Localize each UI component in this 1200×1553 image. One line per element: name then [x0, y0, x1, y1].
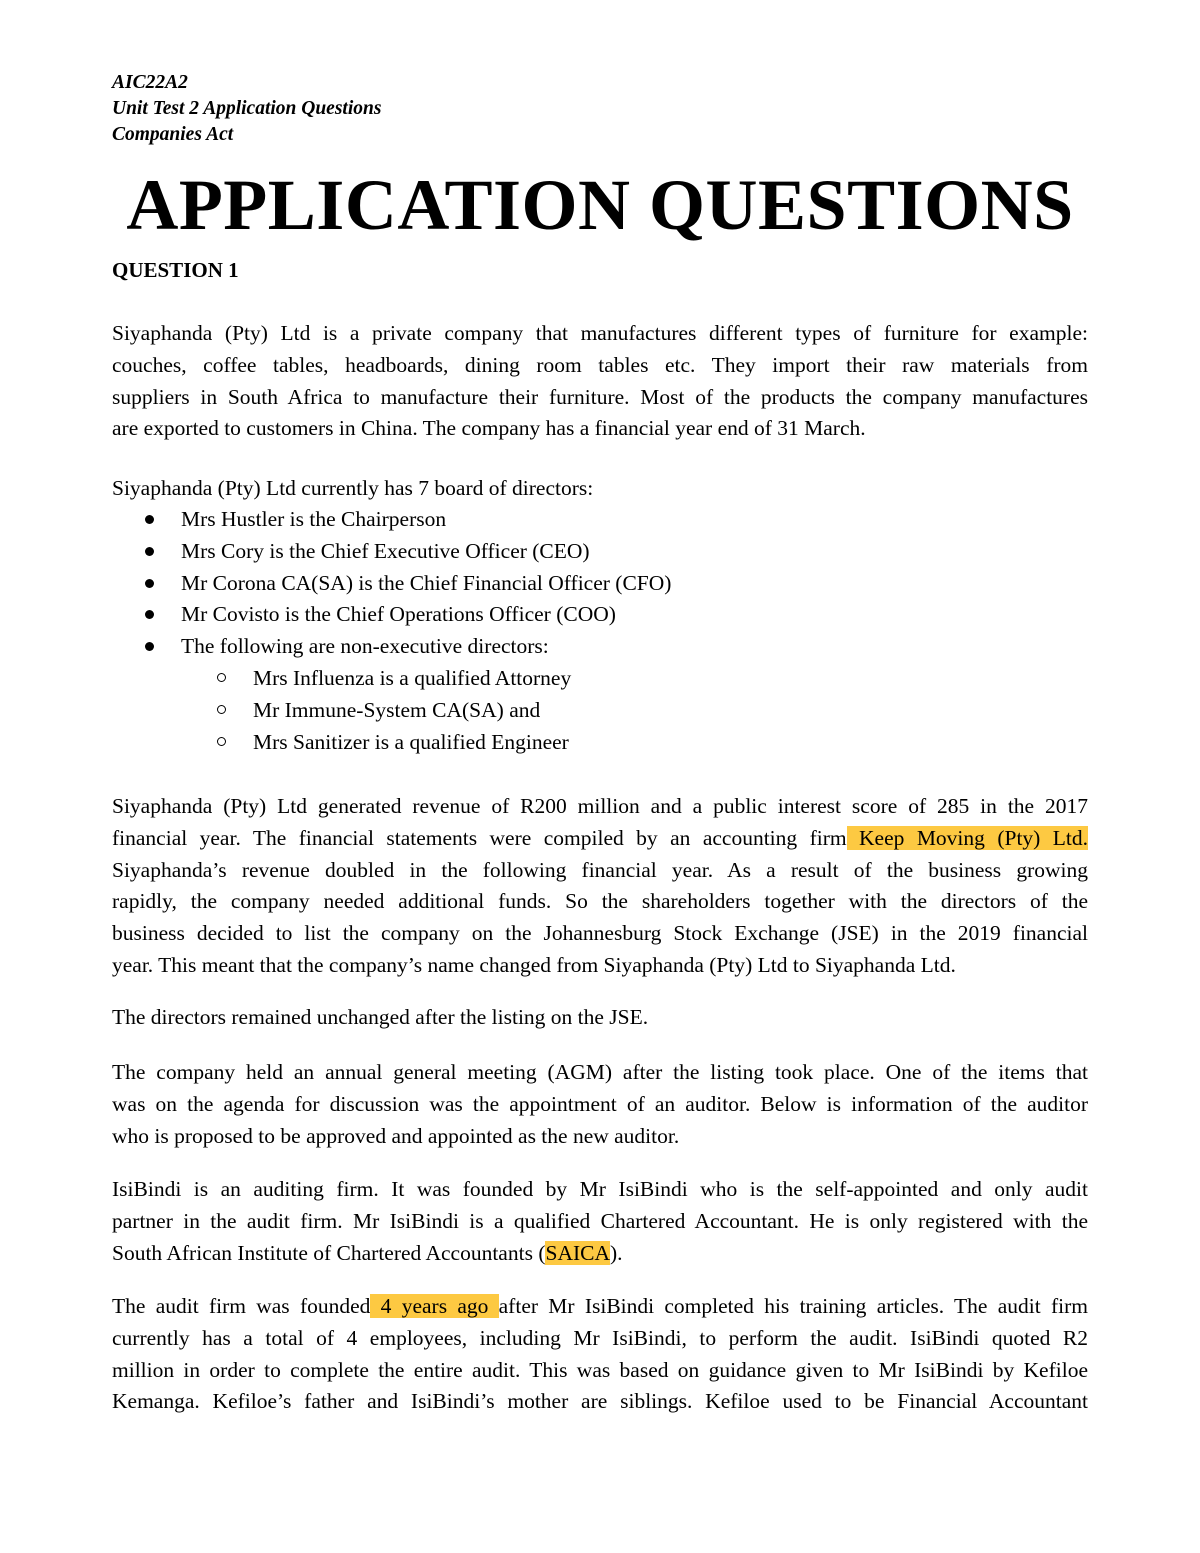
highlighted-text: Keep Moving (Pty) Ltd.	[846, 825, 1088, 850]
subject: Companies Act	[112, 124, 234, 145]
question-heading: QUESTION 1	[112, 258, 239, 282]
list-item: Mrs Cory is the Chief Executive Officer (CEO)	[0, 536, 671, 568]
text-line: The audit firm was founded 4 years ago after Mr IsiBindi completed his training articles. The audit firm	[112, 1294, 1089, 1318]
bullet-icon	[145, 610, 154, 619]
list-item: The following are non-executive directors:	[0, 631, 671, 663]
text-line: rapidly, the company needed additional funds. So the shareholders together with the directors of the	[112, 889, 1088, 914]
bullet-icon	[145, 515, 154, 524]
bullet-icon	[145, 547, 154, 556]
directors-list	[0, 504, 671, 758]
paragraph-revenue-listing	[112, 791, 1088, 982]
test-name: Unit Test 2 Application Questions	[112, 98, 382, 119]
sub-list-item: Mrs Influenza is a qualified Attorney	[0, 663, 671, 695]
text-line: business decided to list the company on the Johannesburg Stock Exchange (JSE) in the 2019 financial	[112, 921, 1088, 946]
bullet-icon	[145, 642, 154, 651]
text-line: million in order to complete the entire audit. This was based on guidance given to Mr IsiBindi by Kefiloe	[112, 1357, 1088, 1382]
text-line: couches, coffee tables, headboards, dining room tables etc. They import their raw materials from	[112, 352, 1088, 377]
sub-bullet-icon	[217, 705, 226, 714]
text-line: South African Institute of Chartered Accountants (SAICA).	[112, 1240, 623, 1265]
text-line: suppliers in South Africa to manufacture their furniture. Most of the products the company manufactures	[112, 384, 1088, 409]
paragraph-agm	[112, 1057, 1088, 1152]
text-line: was on the agenda for discussion was the appointment of an auditor. Below is information of the auditor	[112, 1091, 1088, 1116]
text-line: are exported to customers in China. The company has a financial year end of 31 March.	[112, 416, 866, 441]
text-line: year. This meant that the company’s name changed from Siyaphanda (Pty) Ltd to Siyaphanda Ltd.	[112, 952, 956, 977]
text-line: Siyaphanda (Pty) Ltd currently has 7 board of directors:	[112, 476, 594, 500]
text-line: IsiBindi is an auditing firm. It was founded by Mr IsiBindi who is the self-appointed and only audit	[112, 1177, 1088, 1201]
course-code: AIC22A2	[112, 72, 188, 93]
sub-list-item: Mr Immune-System CA(SA) and	[0, 695, 671, 727]
list-item: Mr Corona CA(SA) is the Chief Financial Officer (CFO)	[0, 568, 671, 600]
text-line: The directors remained unchanged after the listing on the JSE.	[112, 1005, 649, 1029]
page-title: APPLICATION QUESTIONS	[126, 165, 1074, 245]
text-line: Siyaphanda’s revenue doubled in the following financial year. As a result of the business growing	[112, 857, 1088, 882]
text-line: partner in the audit firm. Mr IsiBindi is a qualified Chartered Accountant. He is only registered with the	[112, 1208, 1088, 1233]
paragraph-isibindi	[112, 1174, 1088, 1269]
text-line: Siyaphanda (Pty) Ltd generated revenue of R200 million and a public interest score of 285 in the 2017	[112, 794, 1088, 818]
document-header	[112, 70, 381, 148]
highlighted-text: 4 years ago	[370, 1294, 499, 1318]
list-item: Mr Covisto is the Chief Operations Officer (COO)	[0, 599, 671, 631]
paragraph-audit-firm	[112, 1291, 1088, 1418]
text-line: financial year. The financial statements were compiled by an accounting firm Keep Moving (Pty) Ltd.	[112, 825, 1088, 850]
highlighted-text: SAICA	[545, 1240, 610, 1265]
paragraph-directors-intro	[112, 473, 1088, 505]
text-line: The company held an annual general meeting (AGM) after the listing took place. One of the items that	[112, 1060, 1088, 1084]
text-line: currently has a total of 4 employees, including Mr IsiBindi, to perform the audit. IsiBindi quoted R2	[112, 1325, 1088, 1350]
sub-list-item: Mrs Sanitizer is a qualified Engineer	[0, 727, 671, 759]
paragraph-company-intro	[112, 318, 1088, 445]
list-item: Mrs Hustler is the Chairperson	[0, 504, 671, 536]
text-line: Kemanga. Kefiloe’s father and IsiBindi’s mother are siblings. Kefiloe used to be Financial Accountant	[112, 1389, 1088, 1414]
text-line: who is proposed to be approved and appointed as the new auditor.	[112, 1123, 680, 1148]
text-line: Siyaphanda (Pty) Ltd is a private company that manufactures different types of furniture for example:	[112, 321, 1088, 345]
sub-bullet-icon	[217, 673, 226, 682]
bullet-icon	[145, 579, 154, 588]
paragraph-directors-unchanged	[112, 1002, 1088, 1034]
sub-bullet-icon	[217, 737, 226, 746]
